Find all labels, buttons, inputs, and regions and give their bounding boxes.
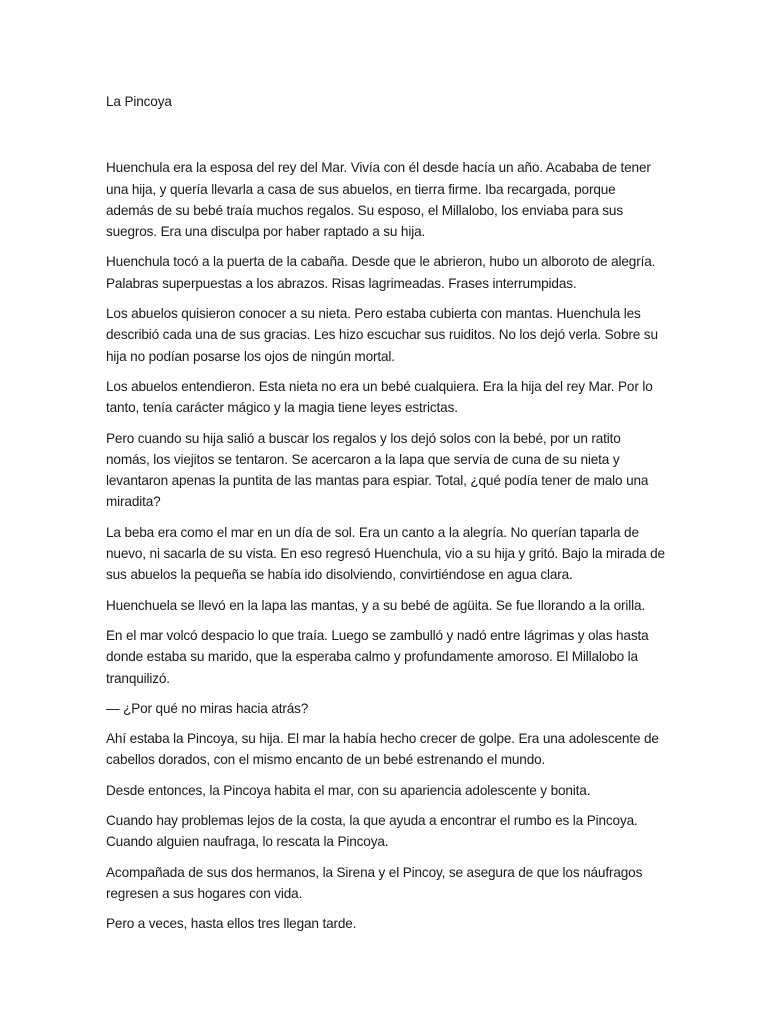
paragraph: Huenchuela se llevó en la lapa las mantas, y a su bebé de agüita. Se fue llorando a la orilla. <box>106 597 646 613</box>
dialogue-line: — ¿Por qué no miras hacia atrás? <box>106 700 309 716</box>
paragraph: Cuando hay problemas lejos de la costa, la que ayuda a encontrar el rumbo es la Pincoya. Cuando alguien naufraga, lo rescata la Pincoya. <box>106 813 638 850</box>
paragraph: Pero a veces, hasta ellos tres llegan tarde. <box>106 916 357 932</box>
paragraph: Desde entonces, la Pincoya habita el mar, con su apariencia adolescente y bonita. <box>106 782 591 798</box>
paragraph: En el mar volcó despacio lo que traía. Luego se zambulló y nadó entre lágrimas y olas hasta donde estaba su marido, que la esperaba calmo y profundamente amoroso. El Millalobo la tranquilizó. <box>106 627 649 686</box>
paragraph: Huenchula tocó a la puerta de la cabaña. Desde que le abrieron, hubo un alboroto de alegría. Palabras superpuestas a los abrazos. Risas lagrimeadas. Frases interrumpidas. <box>106 254 656 291</box>
document-body <box>106 91 666 944</box>
paragraph: La beba era como el mar en un día de sol. Era un canto a la alegría. No querían taparla de nuevo, ni sacarla de su vista. En eso regresó Huenchula, vio a su hija y gritó. Bajo la mirada de sus abuelos la pequeña se había ido disolviendo, convirtiéndose en agua clara. <box>106 524 665 583</box>
paragraph: Ahí estaba la Pincoya, su hija. El mar la había hecho crecer de golpe. Era una adolescente de cabellos dorados, con el mismo encanto de un bebé estrenando el mundo. <box>106 731 659 768</box>
document-title: La Pincoya <box>106 94 172 109</box>
paragraph: Acompañada de sus dos hermanos, la Sirena y el Pincoy, se asegura de que los náufragos regresen a sus hogares con vida. <box>106 864 643 901</box>
paragraph: Huenchula era la esposa del rey del Mar. Vivía con él desde hacía un año. Acababa de tener una hija, y quería llevarla a casa de sus abuelos, en tierra firme. Iba recargada, porque además de su bebé traía muchos regalos. Su esposo, el Millalobo, los enviaba para sus suegros. Era una disculpa por haber raptado a su hija. <box>106 160 651 240</box>
paragraph: Pero cuando su hija salió a buscar los regalos y los dejó solos con la bebé, por un ratito nomás, los viejitos se tentaron. Se acercaron a la lapa que servía de cuna de su nieta y levantaron apenas la puntita de las mantas para espiar. Total, ¿qué podía tener de malo una miradita? <box>106 430 649 510</box>
paragraph: Los abuelos entendieron. Esta nieta no era un bebé cualquiera. Era la hija del rey Mar. Por lo tanto, tenía carácter mágico y la magia tiene leyes estrictas. <box>106 378 653 416</box>
paragraph: Los abuelos quisieron conocer a su nieta. Pero estaba cubierta con mantas. Huenchula les describió cada una de sus gracias. Les hizo escuchar sus ruiditos. No los dejó verla. Sobre su hija no podían posarse los ojos de ningún mortal. <box>106 306 658 364</box>
